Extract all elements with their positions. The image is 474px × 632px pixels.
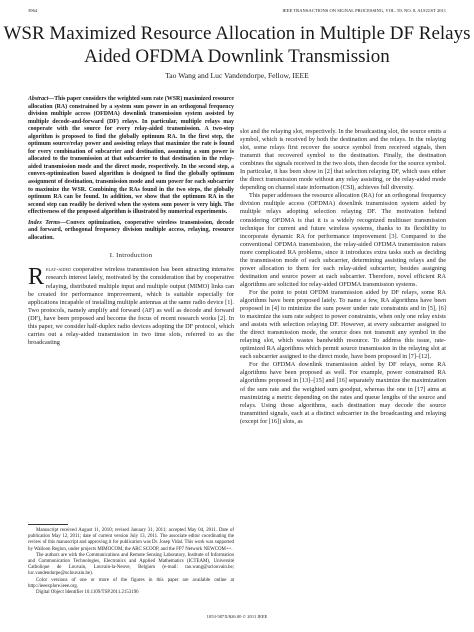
drop-cap: R [28, 264, 45, 291]
body-paragraph: For the point to point OFDM transmission aided by DF relays, some RA algorithms have been proposed lately. To name a few, RA algorithms have been proposed in [4] to minimize the sum power under rate constraints and in [5], [6] to maximize the sum rate subject to power constraints, when only one relay exists and assists with selection relaying DF. However, at every subcarrier assigned to the direct transmission mode, the source does not transmit any symbol in the relaying slot, which wastes bandwidth resource. To address this issue, rate-optimized RA algorithms which permit source transmission in the relaying slot at each subcarrier assigned to the direct mode, have been proposed in [7]–[12]. [240, 288, 446, 361]
footnote-color: Color versions of one or more of the figures in this paper are available online at http://ieeexplore.ieee.org. [28, 577, 234, 589]
paper-title: WSR Maximized Resource Allocation in Multiple DF Relays Aided OFDMA Downlink Transmission [3, 23, 471, 67]
running-header [28, 8, 446, 16]
footnote-rule [28, 524, 68, 525]
abstract-label: Abstract— [28, 96, 55, 102]
index-terms-label: Index Terms— [28, 219, 66, 226]
body-paragraph: This paper addresses the resource allocation (RA) for an orthogonal frequency division multiple access (OFDMA) downlink transmission system aided by multiple relays adopting selection relaying DF. The motivation behind considering OFDMA is that it is a widely recognized multiuser transmission technique for current and future wireless systems, thanks to its flexibility to incorporate dynamic RA for performance improvement [3]. Compared to the conventional OFDMA transmission, the relay-aided OFDMA transmission raises more complicated RA problems, since it introduces extra tasks such as deciding the transmission mode of each subcarrier, determining assisting relays and the power allocation to them for each relay-aided subcarrier, besides assigning destination and source power at each subcarrier. Therefore, novel efficient RA algorithms are solicited for relay-aided OFDMA transmission systems. [240, 192, 446, 288]
body-paragraph: For the OFDMA downlink transmission aided by DF relays, some RA algorithms have been proposed as well. For example, power constrained RA algorithms proposed in [13]–[15] and [16] separately maximize the maximization of the sum rate and the weighted sum goodput, whereas the one in [17] aims at maximizing a metric depending on the rates and queue lengths of the source and relays. Using those algorithms, each destination may decode the source transmitted signals, each at a distinct subcarrier in the broadcasting and relaying (except for [16]) slots, as [240, 361, 446, 425]
journal-name: IEEE TRANSACTIONS ON SIGNAL PROCESSING, VOL. 59, NO. 8, AUGUST 2011 [282, 8, 446, 13]
left-column [28, 96, 234, 347]
index-terms [28, 220, 234, 243]
footnotes [28, 528, 234, 596]
footnote-doi: Digital Object Identifier 10.1109/TSP.2011.2153196 [36, 590, 139, 596]
copyright-footer: 1053-587X/$26.00 © 2011 IEEE [206, 614, 268, 619]
body-paragraph: slot and the relaying slot, respectively. In the broadcasting slot, the source emits a symbol, which is received by both the destination and the relays. In the relaying slot, some relays first recover the source symbol from received signals, then transmit that recovered symbol to the destination. Finally, the destination combines the signals received in the two slots, then decode for the source symbol. In particular, it has been show in [2] that selection relaying DF, which uses either the direct transmission mode without any relay assisting, or the relay-aided mode depending on channel state information (CSI), achieves full diversity. [240, 128, 446, 192]
page-number: 3964 [28, 8, 38, 13]
section-heading: I. Introduction [109, 252, 153, 260]
intro-paragraph [28, 266, 234, 346]
index-terms-text: Convex optimization, cooperative wireless transmission, decode and forward, orthogonal frequency division multiple access, relaying, resource allocation. [28, 219, 234, 241]
intro-lead: elay-aided [46, 266, 71, 274]
footnote-authors: The authors are with the Communications and Remote Sensing Laboratory, Institute of Information and Communication Technologies, Electronics and Applied Mathematics (ICTEAM), Université Catholique de Louvain, Louvain-la-Neuve, Belgium (e-mail: tao.wang@uclouvain.be; luc.vandendorpe@uclouvain.be). [28, 552, 234, 577]
intro-text: cooperative wireless transmission has been attracting intensive research interest lately, motivated by the consideration that by cooperative relaying, distributed multiple input and multiple output (MIMO) links can be created for performance improvement, which is suitable especially for applications incapable of installing multiple antennas at the same radio device [1]. Two protocols, namely amplify and forward (AF) as well as decode and forward (DF), have been proposed and become the focus of recent research works [2]. In this paper, we consider half-duplex radio devices adopting the DF protocol, which carries out a relay-aided transmission in two time slots, referred to as the broadcasting [28, 266, 234, 346]
abstract [28, 96, 234, 217]
footnote-manuscript: Manuscript received August 11, 2010; revised January 31, 2011; accepted May 04, 2011. Date of publication May 12, 2011; date of current version July 13, 2011. The associate editor coordinating the review of this manuscript and approving it for publication was Dr. Josep Vidal. This work was supported by Walloon Region, under projects MIMOCOM, the ARC SCOOP, and the FP7 Network NEWCOM++. [28, 528, 234, 552]
right-column [240, 128, 446, 426]
abstract-text: This paper considers the weighted sum rate (WSR) maximized resource allocation (RA) constrained by a system sum power in an orthogonal frequency division multiple access (OFDMA) downlink transmission system assisted by multiple decode-and-forward (DF) relays. In particular, multiple relays may cooperate with the source for every relay-aided transmission. A two-step algorithm is proposed to find the globally optimum RA. In the first step, the optimum source/relay power and assisting relays that maximize the rate is found for every combination of subcarrier and destination, assuming a sum power is allocated to the transmission at that subcarrier to that destination in the relay-aided transmission mode and the direct mode, respectively. In the second step, a convex-optimization based algorithm is designed to find the globally optimum assignment of destination, transmission mode and sum power for each subcarrier to maximize the WSR. Combining the RAs found in the two steps, the globally optimum RA can be found. In addition, we show that the optimum RA in the second step can readily be derived when the system sum power is very high. The effectiveness of the proposed algorithm is illustrated by numerical experiments. [28, 96, 235, 216]
author-line: Tao Wang and Luc Vandendorpe, Fellow, IEEE [165, 71, 309, 80]
